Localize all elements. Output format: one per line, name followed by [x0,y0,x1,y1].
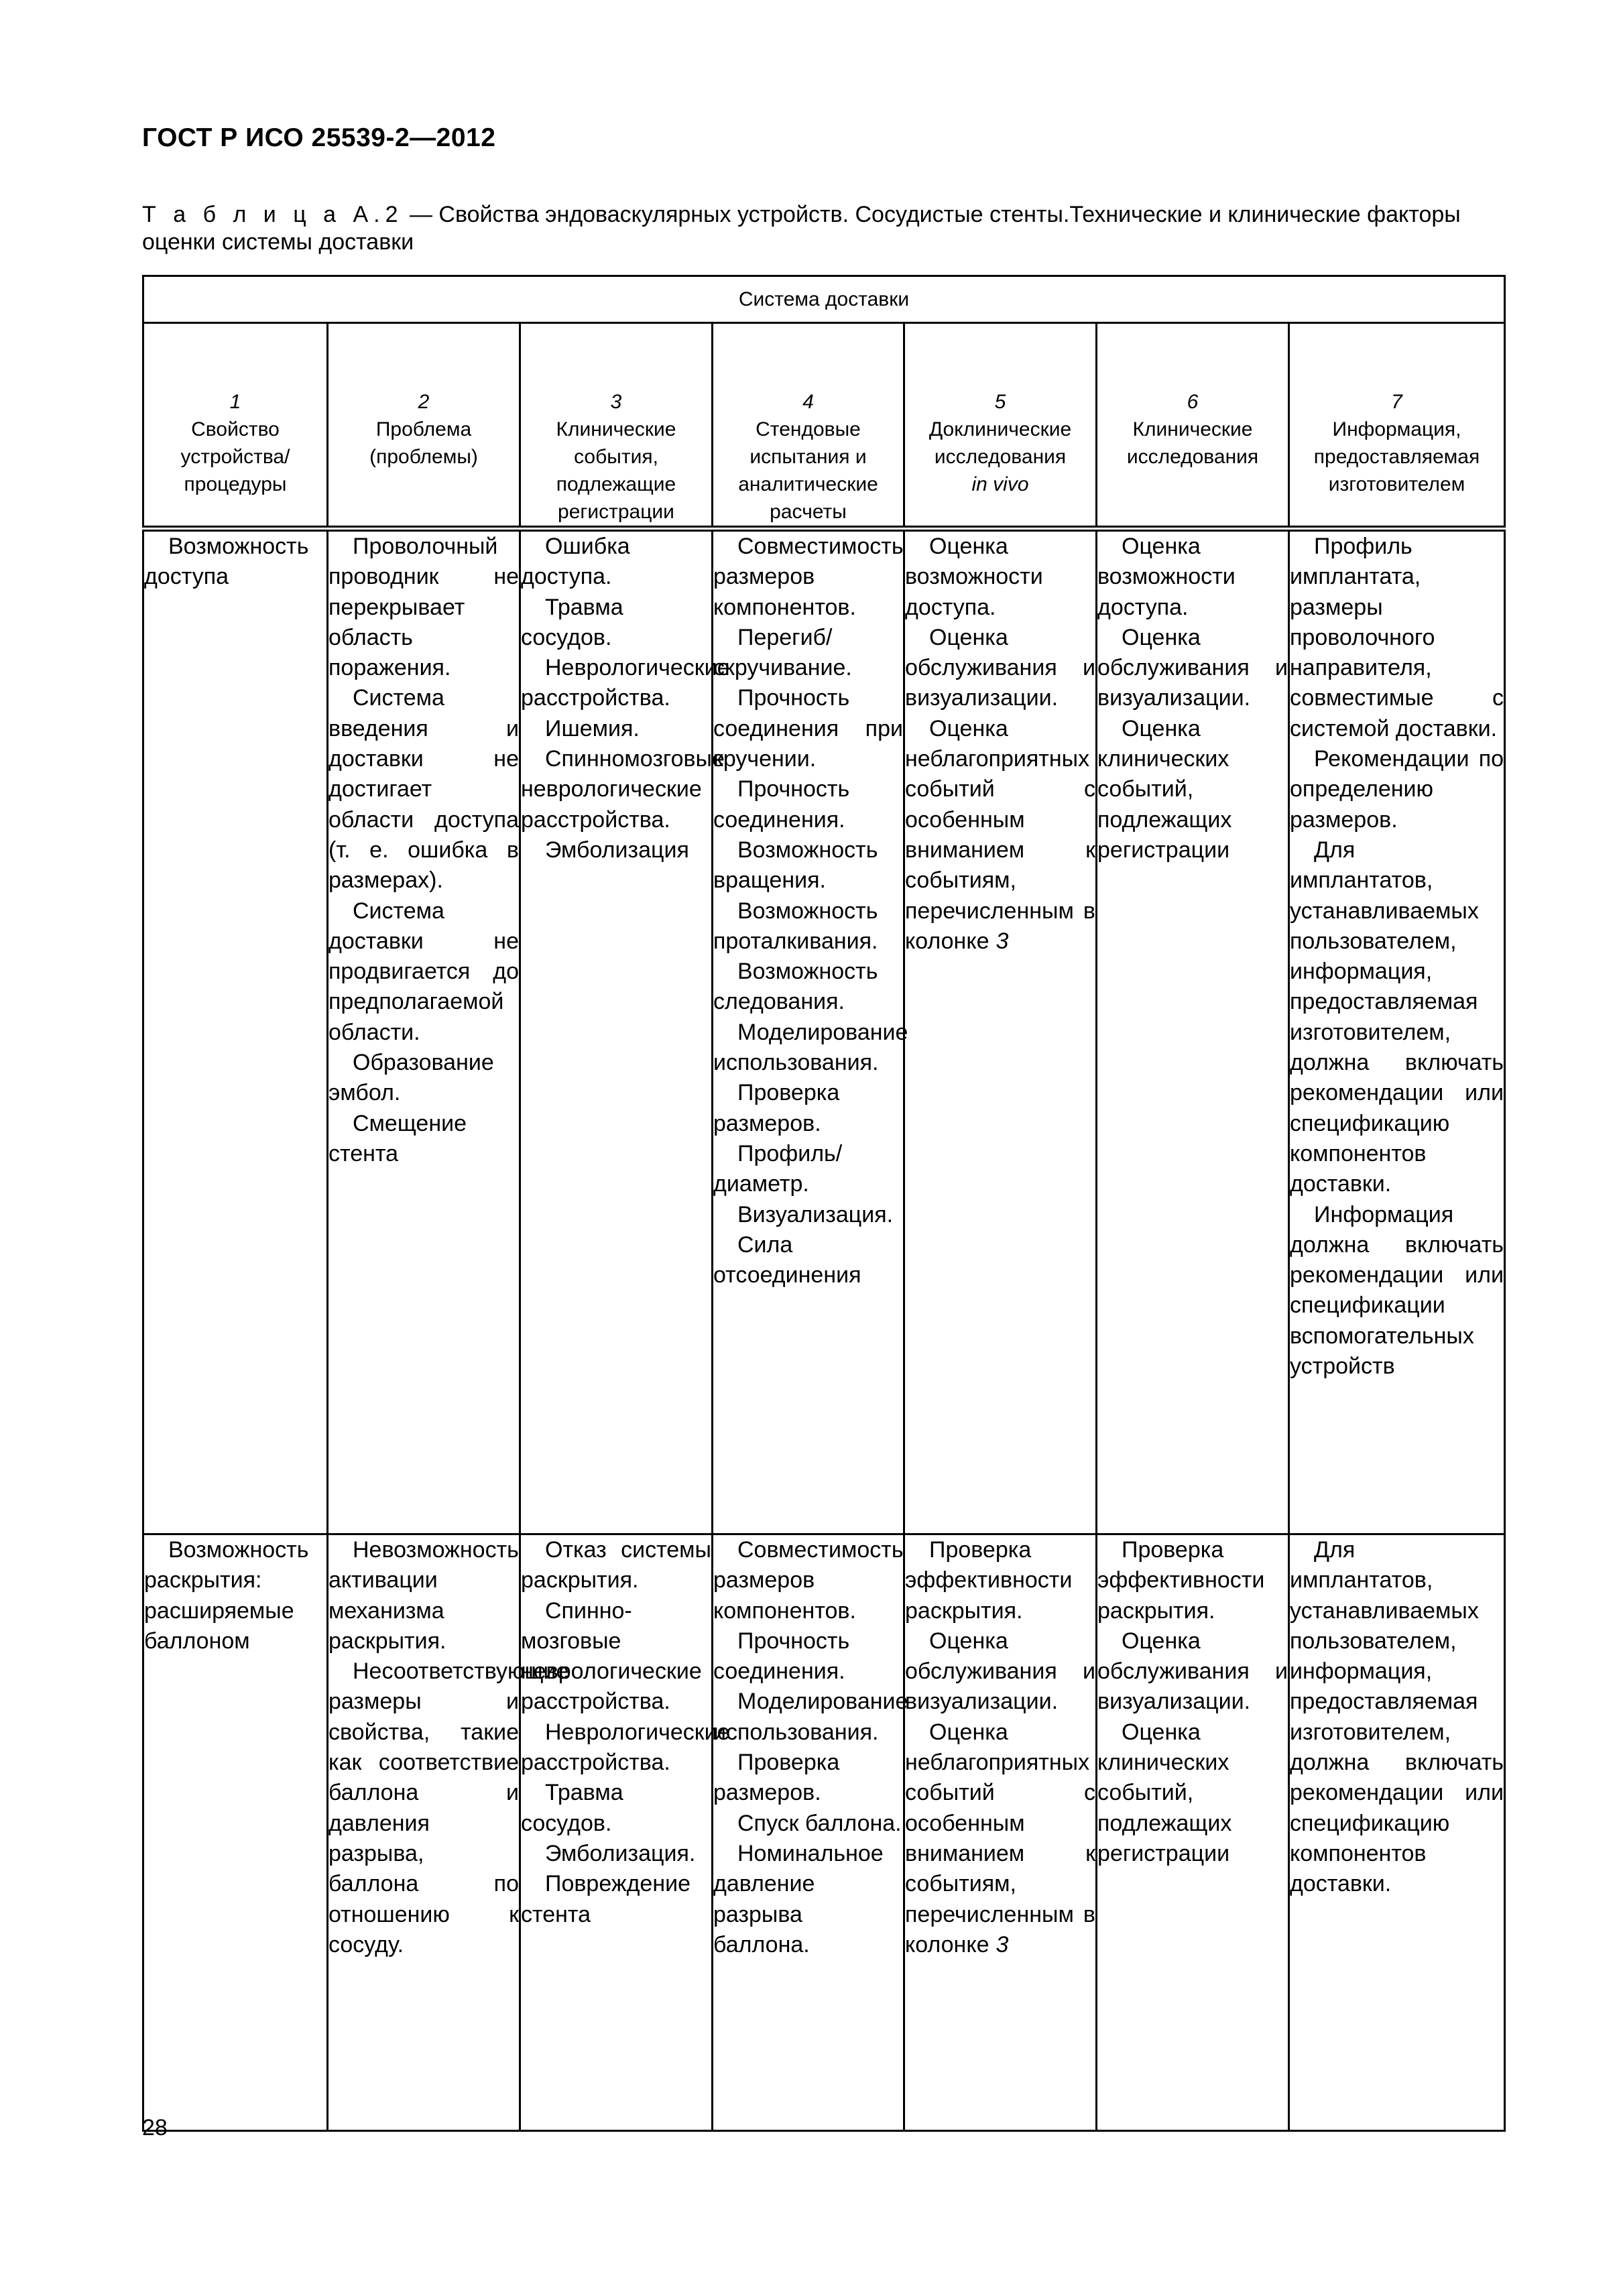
document-header: ГОСТ Р ИСО 25539-2—2012 [142,123,496,152]
cell-paragraph: Невозможность активации механизма раскрытия. [328,1537,519,1654]
column-title: Клинические события, подлежащие регистрации [556,418,676,523]
cell-paragraph: Рекомендации по определению размеров. [1290,746,1504,833]
table-span-header: Система доставки [143,276,1505,323]
cell-paragraph: Эмболизация [545,837,689,863]
cell-paragraph-wrap [905,1717,1095,1960]
cell-paragraph: Система доставки не продвигается до предполагаемой области. [328,898,519,1045]
column-title: Клинические исследования [1126,418,1259,468]
cell-paragraph: Прочность соединения при кручении. [713,685,903,772]
cell-paragraph: Оценка неблагоприятных событий с особенным вниманием к событиям, перечисленным в колонке [905,715,1095,954]
cell-paragraph: Образование эмбол. [328,1050,494,1106]
table-cell-col-3 [520,529,730,1534]
cell-paragraph: Возможность вращения. [713,837,878,894]
cell-paragraph: Спинномозговые неврологические расстройства. [521,746,725,833]
column-title: Стендовые испытания и аналитические расчеты [738,418,878,523]
cell-paragraph: Возможность следования. [713,959,878,1015]
column-title: Доклинические исследования [928,418,1072,468]
cell-paragraph: Оценка клинических событий, подлежащих регистрации [1097,1719,1232,1866]
table-cell-col-2 [328,529,520,1534]
cell-paragraph: Номинальное давление разрыва баллона. [713,1840,884,1957]
column-header-2 [328,323,520,529]
column-reference: 3 [996,1931,1009,1957]
column-header-1 [143,323,328,529]
column-number: 2 [418,391,430,413]
cell-paragraph: Спуск баллона. [737,1810,902,1836]
column-header-4 [713,323,904,529]
column-number: 4 [802,391,814,413]
cell-paragraph: Перегиб/ скручивание. [713,624,852,681]
cell-paragraph: Визуализация. [737,1201,894,1227]
column-title: Информация, предоставляемая изготовителем [1313,418,1480,495]
cell-paragraph: Спинно-мозговые неврологические расстройства. [521,1597,702,1715]
column-number: 1 [229,391,241,413]
column-title-italic: in vivo [971,473,1029,495]
cell-paragraph: Эмболизация. [545,1840,696,1866]
cell-paragraph: Проверка размеров. [713,1080,840,1136]
cell-paragraph: Прочность соединения. [713,776,850,833]
cell-paragraph: Сила отсоединения [713,1231,861,1288]
cell-paragraph: Система введения и доставки не достигает области доступа (т. е. ошибка в размерах). [328,685,519,894]
cell-paragraph: Возможность раскрытия: расширяемые баллоном [144,1537,309,1654]
table-cell-col-6 [1097,1534,1289,2131]
table-cell-col-4 [713,1534,908,2131]
cell-paragraph: Проволочный проводник не перекрывает область поражения. [328,534,519,681]
table-cell-col-3 [520,1534,730,2131]
cell-paragraph: Отказ системы раскрытия. [521,1537,711,1593]
cell-paragraph: Оценка возможности доступа. [1097,534,1236,620]
cell-paragraph: Профиль имплантата, размеры проволочного направителя, совместимые с системой доставки. [1290,534,1504,741]
page-number: 28 [142,2115,168,2140]
table-cell-col-5 [904,1534,1097,2131]
column-number: 5 [994,391,1006,413]
cell-paragraph: Смещение стента [328,1110,467,1166]
column-header-6 [1097,323,1289,529]
cell-paragraph: Оценка обслуживания и визуализации. [905,624,1095,711]
cell-paragraph: Оценка возможности доступа. [905,534,1043,620]
cell-paragraph: Ишемия. [545,715,640,741]
table-caption-text: — Свойства эндоваскулярных устройств. Сосудистые стенты.Технические и клинические факторы оценки системы доставки [142,202,1461,255]
cell-paragraph: Проверка размеров. [713,1750,840,1806]
delivery-system-table [142,275,1506,2132]
cell-paragraph: Травма сосудов. [521,594,623,650]
cell-paragraph: Оценка обслуживания и визуализации. [1097,1628,1288,1715]
column-header-row [143,323,1505,529]
cell-paragraph: Повреждение стента [521,1871,691,1927]
table-cell-col-5 [904,529,1097,1534]
table-caption-label: Т а б л и ц а А.2 [142,202,404,227]
cell-paragraph: Совместимость размеров компонентов. [713,1537,904,1624]
column-number: 6 [1187,391,1199,413]
table-cell-col-4 [713,529,908,1534]
cell-paragraph: Для имплантатов, устанавливаемых пользователем, информация, предоставляемая изготовителем, должна включать рекомендации или спецификацию компонентов доставки. [1290,1537,1504,1897]
column-header-3 [520,323,713,529]
cell-paragraph: Оценка неблагоприятных событий с особенным вниманием к событиям, перечисленным в колонке [905,1719,1095,1957]
table-cell-col-2 [328,1534,569,2131]
table-row [143,1534,1505,2131]
cell-paragraph: Моделирование использования. [713,1689,908,1745]
cell-paragraph: Несоответствующие размеры и свойства, такие как соответствие баллона и давления разрыва, баллона по отношению к сосуду. [328,1658,569,1957]
cell-paragraph: Возможность проталкивания. [713,898,878,954]
table-cell-col-7 [1289,529,1505,1534]
table-row [143,529,1505,1534]
table-cell-col-1 [143,1534,328,2131]
table-cell-col-7 [1289,1534,1505,2131]
column-header-5 [904,323,1097,529]
table-cell-col-1 [143,529,328,1534]
cell-paragraph: Возможность доступа [144,534,309,590]
column-title: Проблема (проблемы) [369,418,478,468]
column-title: Свойство устройства/ процедуры [180,418,290,495]
cell-paragraph: Профиль/ диаметр. [713,1140,843,1197]
column-number: 7 [1391,391,1402,413]
cell-paragraph: Ошибка доступа. [521,534,630,590]
column-reference: 3 [996,928,1009,954]
cell-paragraph: Оценка обслуживания и визуализации. [1097,624,1288,711]
cell-paragraph: Проверка эффективности раскрытия. [1097,1537,1265,1624]
cell-paragraph: Информация должна включать рекомендации или спецификации вспомогательных устройств [1290,1201,1504,1380]
cell-paragraph: Неврологические расстройства. [521,655,730,711]
cell-paragraph-wrap [905,714,1095,957]
cell-paragraph: Моделирование использования. [713,1019,908,1076]
cell-paragraph: Для имплантатов, устанавливаемых пользователем, информация, предоставляемая изготовителем, должна включать рекомендации или спецификацию компонентов доставки. [1290,837,1504,1197]
cell-paragraph: Оценка клинических событий, подлежащих регистрации [1097,715,1232,863]
cell-paragraph: Неврологические расстройства. [521,1719,730,1776]
cell-paragraph: Проверка эффективности раскрытия. [905,1537,1073,1624]
cell-paragraph: Совместимость размеров компонентов. [713,534,904,620]
column-number: 3 [610,391,622,413]
cell-paragraph: Оценка обслуживания и визуализации. [905,1628,1095,1715]
cell-paragraph: Травма сосудов. [521,1780,623,1836]
cell-paragraph: Прочность соединения. [713,1628,850,1685]
column-header-7 [1289,323,1505,529]
table-caption [142,201,1503,256]
table-cell-col-6 [1097,529,1289,1534]
